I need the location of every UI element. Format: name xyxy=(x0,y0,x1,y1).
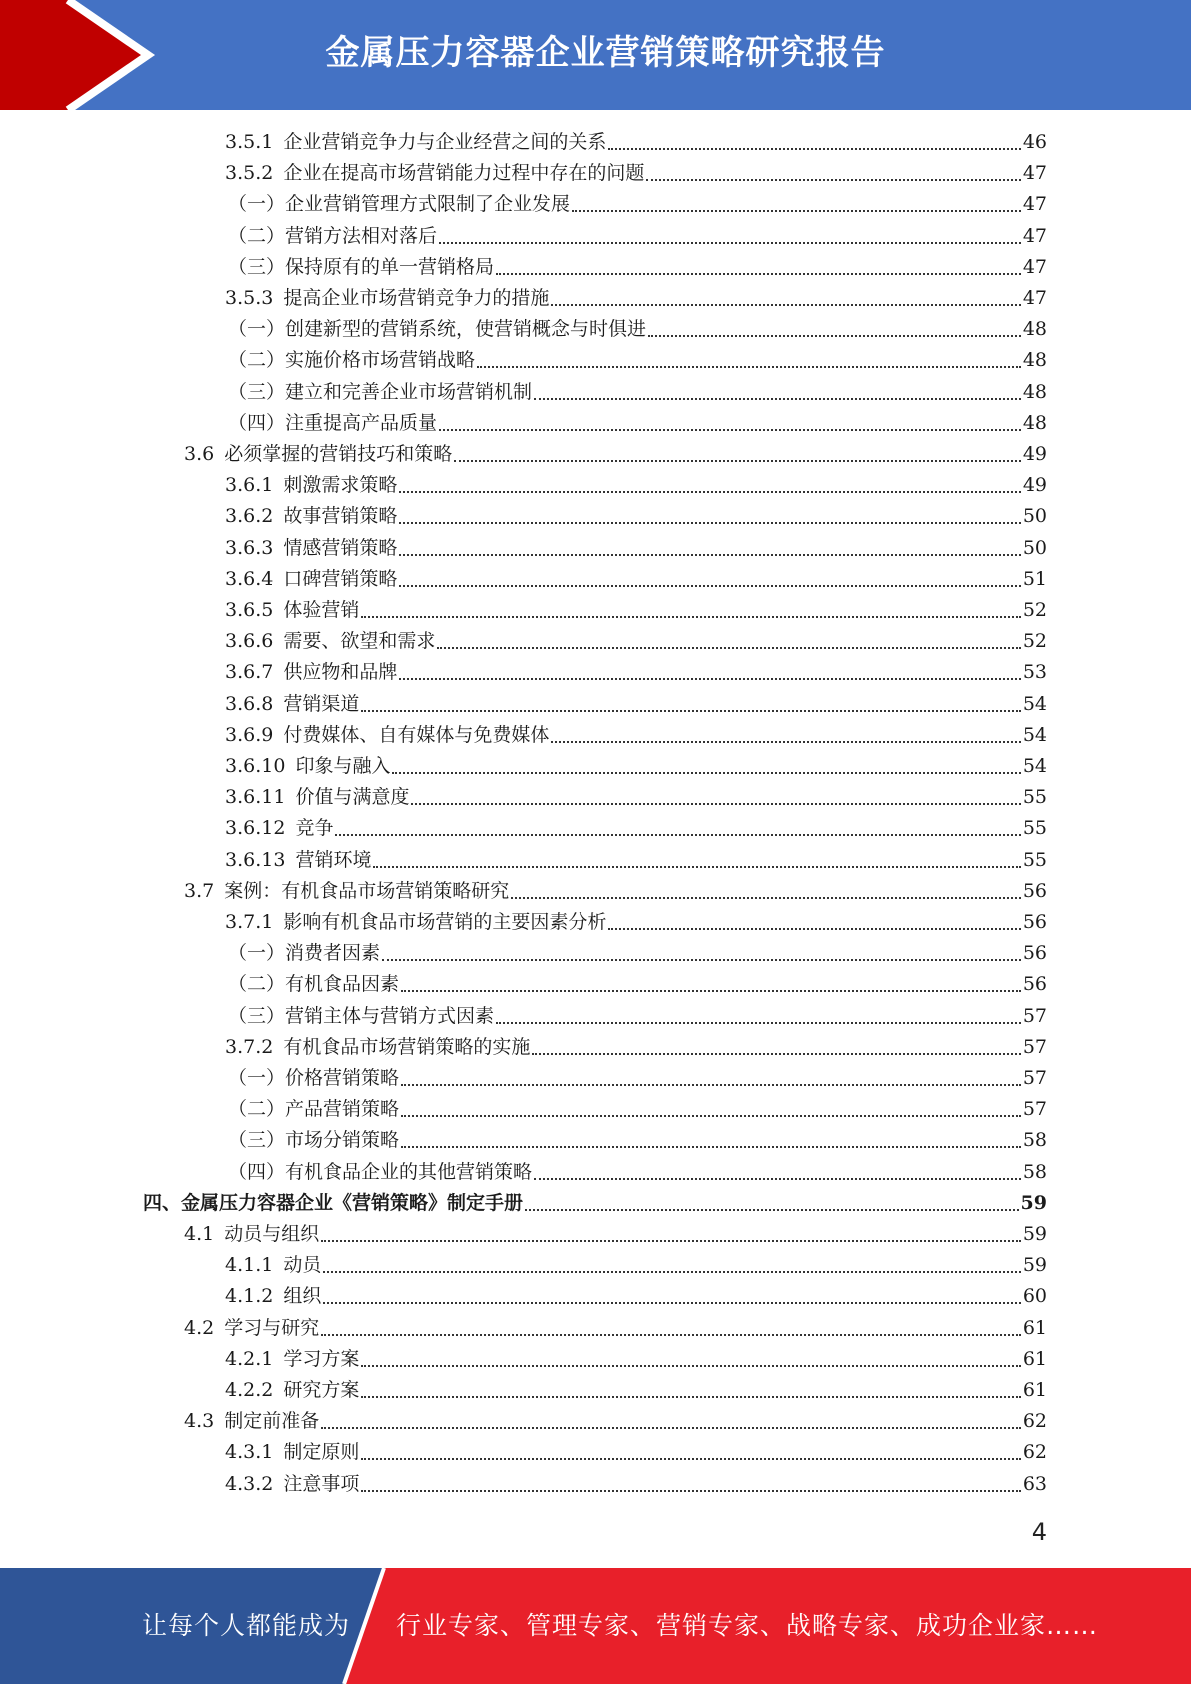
toc-dot-leader xyxy=(608,927,1020,930)
toc-entry[interactable] xyxy=(225,1281,1047,1312)
toc-dot-leader xyxy=(454,459,1021,462)
toc-entry-page: 61 xyxy=(1022,1348,1047,1370)
toc-dot-leader xyxy=(401,1083,1021,1086)
toc-entry-title: 付费媒体、自有媒体与免费媒体 xyxy=(283,724,550,746)
toc-entry-title: 动员 xyxy=(283,1254,322,1276)
toc-entry-page: 57 xyxy=(1022,1067,1047,1089)
toc-entry-number: 4.3.1 xyxy=(225,1441,274,1463)
toc-entry-page: 46 xyxy=(1022,131,1047,153)
page-footer xyxy=(0,1568,1191,1684)
toc-entry-title: （一）价格营销策略 xyxy=(228,1067,400,1089)
toc-entry[interactable] xyxy=(225,1375,1047,1406)
toc-entry-page: 55 xyxy=(1022,786,1047,808)
toc-entry-page: 50 xyxy=(1022,505,1047,527)
toc-entry-page: 63 xyxy=(1022,1473,1047,1495)
toc-entry[interactable] xyxy=(228,252,1047,283)
toc-entry-page: 56 xyxy=(1022,880,1047,902)
toc-entry-title: 研究方案 xyxy=(283,1379,360,1401)
toc-dot-leader xyxy=(534,397,1021,400)
toc-entry-title: 营销环境 xyxy=(295,849,372,871)
toc-entry-number: 3.5.1 xyxy=(225,131,274,153)
toc-entry-number: 3.7.1 xyxy=(225,911,274,933)
toc-entry-title: 口碑营销策略 xyxy=(283,568,398,590)
toc-entry-title: 必须掌握的营销技巧和策略 xyxy=(224,443,453,465)
toc-entry-title: 制定前准备 xyxy=(224,1410,320,1432)
toc-entry[interactable] xyxy=(228,314,1047,345)
toc-dot-leader xyxy=(323,1270,1020,1273)
toc-dot-leader xyxy=(399,521,1020,524)
toc-entry-page: 62 xyxy=(1022,1441,1047,1463)
toc-dot-leader xyxy=(361,1364,1020,1367)
toc-entry[interactable] xyxy=(225,158,1047,189)
toc-dot-leader xyxy=(646,178,1020,181)
toc-entry-page: 49 xyxy=(1022,474,1047,496)
toc-entry-number: 4.2.1 xyxy=(225,1348,274,1370)
toc-entry-number: 4.2.2 xyxy=(225,1379,274,1401)
toc-entry[interactable] xyxy=(225,595,1047,626)
toc-entry-title: （三）建立和完善企业市场营销机制 xyxy=(228,381,533,403)
toc-entry-page: 54 xyxy=(1022,755,1047,777)
toc-dot-leader xyxy=(361,1395,1020,1398)
toc-entry-title: 提高企业市场营销竞争力的措施 xyxy=(283,287,550,309)
toc-entry-page: 58 xyxy=(1022,1129,1047,1151)
toc-dot-leader xyxy=(321,1333,1021,1336)
toc-entry[interactable] xyxy=(225,1469,1047,1500)
toc-dot-leader xyxy=(477,365,1021,368)
toc-dot-leader xyxy=(321,1239,1021,1242)
toc-entry-page: 47 xyxy=(1022,225,1047,247)
toc-entry-title: 刺激需求策略 xyxy=(283,474,398,496)
toc-entry-page: 61 xyxy=(1022,1317,1047,1339)
toc-entry-page: 48 xyxy=(1022,349,1047,371)
toc-entry-title: （二）营销方法相对落后 xyxy=(228,225,438,247)
toc-entry-title: （三）营销主体与营销方式因素 xyxy=(228,1005,495,1027)
toc-entry-title: 故事营销策略 xyxy=(283,505,398,527)
toc-dot-leader xyxy=(361,615,1020,618)
toc-entry-title: 价值与满意度 xyxy=(295,786,410,808)
toc-entry-title: 营销渠道 xyxy=(283,693,360,715)
toc-entry[interactable] xyxy=(225,751,1047,782)
toc-entry-title: 组织 xyxy=(283,1285,322,1307)
toc-entry-number: 4.3.2 xyxy=(225,1473,274,1495)
toc-entry[interactable] xyxy=(225,626,1047,657)
toc-entry-number: 3.6.10 xyxy=(225,755,286,777)
toc-entry-page: 54 xyxy=(1022,724,1047,746)
toc-entry-title: （一）创建新型的营销系统，使营销概念与时俱进 xyxy=(228,318,647,340)
toc-entry[interactable] xyxy=(228,221,1047,252)
toc-entry-title: 体验营销 xyxy=(283,599,360,621)
toc-entry-page: 59 xyxy=(1022,1223,1047,1245)
toc-entry-page: 52 xyxy=(1022,630,1047,652)
toc-entry-number: 3.6.13 xyxy=(225,849,286,871)
toc-entry-page: 61 xyxy=(1022,1379,1047,1401)
toc-entry-title: 注意事项 xyxy=(283,1473,360,1495)
toc-dot-leader xyxy=(551,740,1020,743)
toc-entry-number: 3.5.3 xyxy=(225,287,274,309)
toc-entry[interactable] xyxy=(225,501,1047,532)
toc-dot-leader xyxy=(321,1426,1021,1429)
toc-entry-title: 企业营销竞争力与企业经营之间的关系 xyxy=(283,131,607,153)
toc-entry[interactable] xyxy=(228,938,1047,969)
toc-entry[interactable] xyxy=(228,1094,1047,1125)
toc-dot-leader xyxy=(511,896,1021,899)
toc-entry[interactable] xyxy=(225,720,1047,751)
toc-dot-leader xyxy=(335,833,1020,836)
toc-entry-title: （一）企业营销管理方式限制了企业发展 xyxy=(228,193,571,215)
toc-entry[interactable] xyxy=(228,408,1047,439)
toc-entry[interactable] xyxy=(225,470,1047,501)
toc-entry[interactable] xyxy=(228,1157,1047,1188)
toc-entry-page: 58 xyxy=(1022,1161,1047,1183)
toc-entry-number: 3.7.2 xyxy=(225,1036,274,1058)
toc-entry[interactable] xyxy=(228,345,1047,376)
toc-dot-leader xyxy=(439,428,1021,431)
toc-dot-leader xyxy=(648,334,1021,337)
toc-dot-leader xyxy=(572,209,1021,212)
toc-entry[interactable] xyxy=(225,127,1047,158)
toc-dot-leader xyxy=(382,958,1021,961)
toc-dot-leader xyxy=(399,677,1020,680)
toc-dot-leader xyxy=(534,1177,1021,1180)
toc-entry[interactable] xyxy=(184,1219,1047,1250)
toc-entry-title: （二）产品营销策略 xyxy=(228,1098,400,1120)
toc-dot-leader xyxy=(323,1301,1020,1304)
toc-dot-leader xyxy=(401,1145,1021,1148)
toc-entry-page: 47 xyxy=(1022,162,1047,184)
toc-dot-leader xyxy=(401,989,1021,992)
toc-entry-number: 4.1.2 xyxy=(225,1285,274,1307)
toc-dot-leader xyxy=(525,1208,1019,1211)
toc-entry[interactable] xyxy=(225,657,1047,688)
toc-entry[interactable] xyxy=(228,377,1047,408)
toc-entry[interactable] xyxy=(225,533,1047,564)
toc-dot-leader xyxy=(392,771,1020,774)
toc-entry[interactable] xyxy=(225,1032,1047,1063)
toc-entry-title: 印象与融入 xyxy=(295,755,391,777)
toc-entry-title: 企业在提高市场营销能力过程中存在的问题 xyxy=(283,162,645,184)
toc-entry-page: 47 xyxy=(1022,193,1047,215)
toc-entry-page: 48 xyxy=(1022,412,1047,434)
toc-entry-number: 3.6.1 xyxy=(225,474,274,496)
toc-entry-page: 51 xyxy=(1022,568,1047,590)
toc-dot-leader xyxy=(496,1021,1021,1024)
toc-dot-leader xyxy=(437,646,1020,649)
toc-entry[interactable] xyxy=(228,969,1047,1000)
footer-slogan-right: 行业专家、管理专家、营销专家、战略专家、成功企业家…… xyxy=(396,1611,1099,1640)
toc-entry[interactable] xyxy=(228,189,1047,220)
toc-dot-leader xyxy=(399,490,1020,493)
toc-entry-number: 3.5.2 xyxy=(225,162,274,184)
toc-dot-leader xyxy=(439,241,1021,244)
toc-entry-page: 47 xyxy=(1022,287,1047,309)
toc-entry-page: 52 xyxy=(1022,599,1047,621)
toc-entry-title: 四、金属压力容器企业《营销策略》制定手册 xyxy=(143,1192,524,1214)
toc-entry[interactable] xyxy=(225,689,1047,720)
toc-entry[interactable] xyxy=(225,813,1047,844)
toc-entry[interactable] xyxy=(225,1344,1047,1375)
toc-entry-title: 需要、欲望和需求 xyxy=(283,630,436,652)
toc-dot-leader xyxy=(496,272,1021,275)
toc-entry-page: 48 xyxy=(1022,381,1047,403)
page-number: 4 xyxy=(1031,1518,1047,1546)
toc-entry-number: 3.6.12 xyxy=(225,817,286,839)
toc-entry[interactable] xyxy=(184,439,1047,470)
toc-entry-title: （三）保持原有的单一营销格局 xyxy=(228,256,495,278)
toc-entry-title: 制定原则 xyxy=(283,1441,360,1463)
toc-entry-page: 50 xyxy=(1022,537,1047,559)
toc-dot-leader xyxy=(411,802,1020,805)
toc-entry-page: 48 xyxy=(1022,318,1047,340)
toc-entry[interactable] xyxy=(184,1313,1047,1344)
toc-entry[interactable] xyxy=(143,1188,1047,1219)
toc-entry-number: 3.6.11 xyxy=(225,786,286,808)
toc-entry-title: 供应物和品牌 xyxy=(283,661,398,683)
toc-entry-title: （二）实施价格市场营销战略 xyxy=(228,349,476,371)
toc-entry-number: 3.6 xyxy=(184,443,215,465)
toc-entry-page: 56 xyxy=(1022,973,1047,995)
toc-entry-title: 动员与组织 xyxy=(224,1223,320,1245)
toc-entry-number: 4.2 xyxy=(184,1317,215,1339)
toc-dot-leader xyxy=(608,147,1020,150)
toc-entry-number: 3.6.9 xyxy=(225,724,274,746)
toc-dot-leader xyxy=(361,1489,1020,1492)
toc-entry-title: （一）消费者因素 xyxy=(228,942,381,964)
toc-entry[interactable] xyxy=(228,1063,1047,1094)
toc-entry-title: 学习与研究 xyxy=(224,1317,320,1339)
toc-entry-title: 竞争 xyxy=(295,817,334,839)
toc-entry-title: 影响有机食品市场营销的主要因素分析 xyxy=(283,911,607,933)
report-title: 金属压力容器企业营销策略研究报告 xyxy=(325,33,886,73)
toc-dot-leader xyxy=(532,1052,1020,1055)
toc-entry[interactable] xyxy=(225,907,1047,938)
toc-entry-title: 有机食品市场营销策略的实施 xyxy=(283,1036,531,1058)
toc-dot-leader xyxy=(373,865,1020,868)
toc-entry-title: 案例：有机食品市场营销策略研究 xyxy=(224,880,510,902)
toc-entry-number: 3.6.7 xyxy=(225,661,274,683)
toc-entry-number: 3.6.8 xyxy=(225,693,274,715)
toc-entry[interactable] xyxy=(184,1406,1047,1437)
toc-entry-page: 49 xyxy=(1022,443,1047,465)
toc-entry-title: （四）有机食品企业的其他营销策略 xyxy=(228,1161,533,1183)
toc-entry-page: 59 xyxy=(1022,1254,1047,1276)
page-header xyxy=(0,0,1191,110)
toc-entry-title: 情感营销策略 xyxy=(283,537,398,559)
toc-entry[interactable] xyxy=(225,782,1047,813)
toc-entry[interactable] xyxy=(228,1125,1047,1156)
toc-entry[interactable] xyxy=(184,876,1047,907)
toc-entry-number: 3.6.6 xyxy=(225,630,274,652)
toc-dot-leader xyxy=(551,303,1020,306)
toc-entry-page: 62 xyxy=(1022,1410,1047,1432)
toc-entry-page: 53 xyxy=(1022,661,1047,683)
toc-entry-page: 60 xyxy=(1022,1285,1047,1307)
toc-entry-page: 47 xyxy=(1022,256,1047,278)
toc-entry-number: 3.6.2 xyxy=(225,505,274,527)
toc-entry-number: 3.6.5 xyxy=(225,599,274,621)
toc-dot-leader xyxy=(399,553,1020,556)
toc-dot-leader xyxy=(399,584,1020,587)
toc-entry-number: 4.3 xyxy=(184,1410,215,1432)
toc-entry-number: 3.6.4 xyxy=(225,568,274,590)
toc-entry-number: 3.7 xyxy=(184,880,215,902)
toc-entry-title: （二）有机食品因素 xyxy=(228,973,400,995)
toc-entry-page: 59 xyxy=(1020,1192,1047,1214)
footer-slogan-left: 让每个人都能成为 xyxy=(142,1611,351,1640)
toc-entry-number: 4.1.1 xyxy=(225,1254,274,1276)
toc-entry-page: 57 xyxy=(1022,1036,1047,1058)
toc-entry-title: （四）注重提高产品质量 xyxy=(228,412,438,434)
toc-entry-page: 55 xyxy=(1022,849,1047,871)
toc-entry-page: 57 xyxy=(1022,1098,1047,1120)
toc-entry-number: 3.6.3 xyxy=(225,537,274,559)
toc-entry-number: 4.1 xyxy=(184,1223,215,1245)
toc-dot-leader xyxy=(401,1114,1021,1117)
toc-entry-page: 56 xyxy=(1022,942,1047,964)
toc-entry[interactable] xyxy=(228,1001,1047,1032)
toc-entry[interactable] xyxy=(225,1437,1047,1468)
toc-entry-page: 54 xyxy=(1022,693,1047,715)
toc-entry[interactable] xyxy=(225,564,1047,595)
toc-dot-leader xyxy=(361,709,1020,712)
toc-entry[interactable] xyxy=(225,845,1047,876)
toc-entry[interactable] xyxy=(225,283,1047,314)
toc-entry[interactable] xyxy=(225,1250,1047,1281)
toc-entry-title: （三）市场分销策略 xyxy=(228,1129,400,1151)
toc-entry-title: 学习方案 xyxy=(283,1348,360,1370)
toc-entry-page: 55 xyxy=(1022,817,1047,839)
toc-entry-page: 56 xyxy=(1022,911,1047,933)
toc-entry-page: 57 xyxy=(1022,1005,1047,1027)
toc-dot-leader xyxy=(361,1457,1020,1460)
